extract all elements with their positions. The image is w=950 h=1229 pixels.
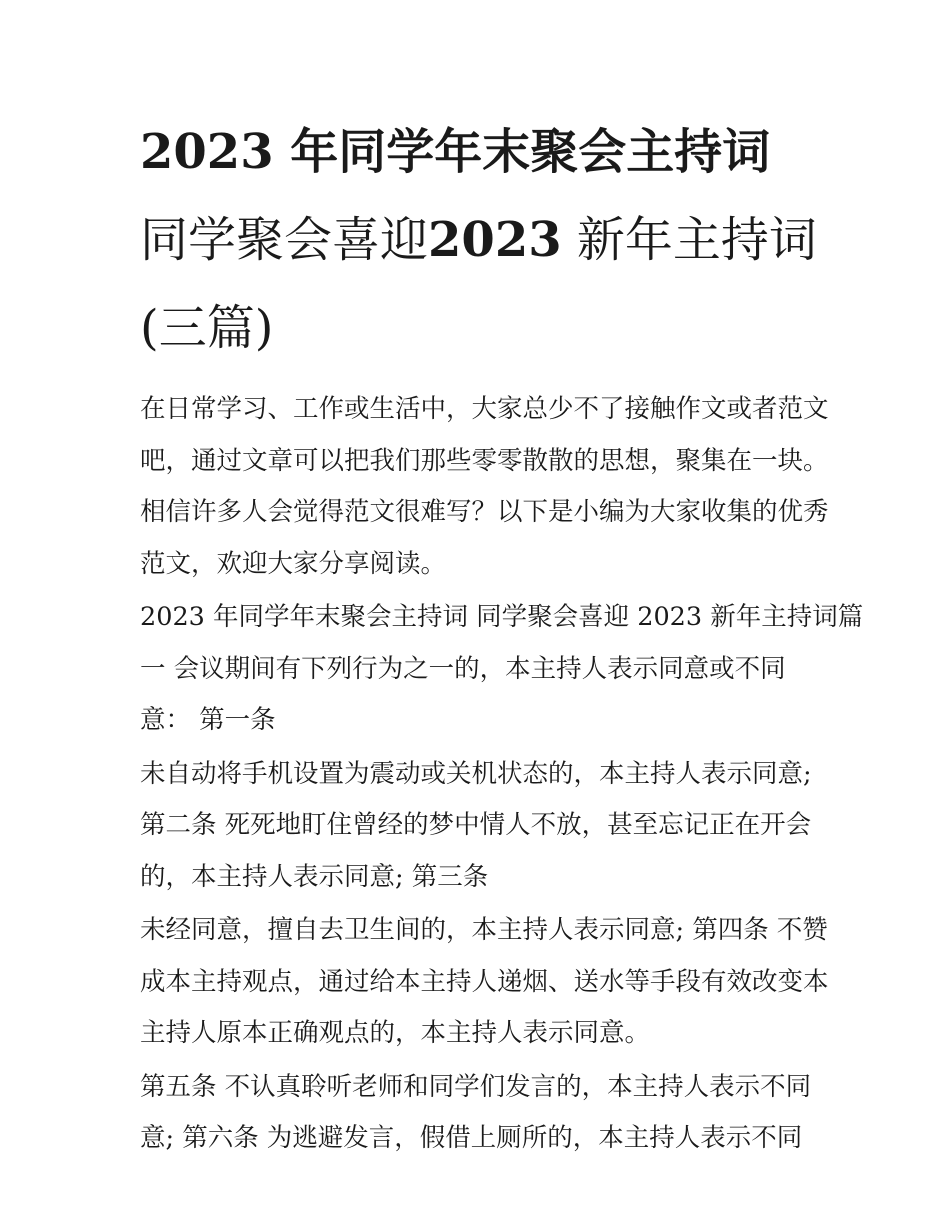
text-line: 的，本主持人表示同意; 第三条 xyxy=(140,861,489,892)
intro-paragraph xyxy=(140,384,830,590)
text-line: 意： 第一条 xyxy=(140,705,276,735)
document-page xyxy=(140,108,864,1167)
text-line: 相信许多人会觉得范文很难写？以下是小编为大家收集的优秀 xyxy=(140,497,829,527)
text-line: 范文，欢迎大家分享阅读。 xyxy=(140,548,447,579)
title-text: (三篇) xyxy=(140,300,274,356)
title-text: 年同学年末聚会主持词 xyxy=(273,124,771,180)
text-line: 2023 年同学年末聚会主持词 同学聚会喜迎 2023 新年主持词篇 xyxy=(140,602,864,632)
title-year: 2023 xyxy=(428,212,562,268)
text-line: 第五条 不认真聆听老师和同学们发言的，本主持人表示不同 xyxy=(140,1071,812,1102)
title-line-1 xyxy=(140,108,830,196)
body-paragraph xyxy=(140,1062,830,1165)
text-line: 吧，通过文章可以把我们那些零零散散的思想，聚集在一块。 xyxy=(140,445,829,476)
title-text: 同学聚会喜迎 xyxy=(140,212,429,268)
body-paragraph xyxy=(140,905,830,1060)
text-line: 第二条 死死地盯住曾经的梦中情人不放，甚至忘记正在开会 xyxy=(140,810,812,840)
title-line-3 xyxy=(140,284,830,372)
text-line: 一 会议期间有下列行为之一的，本主持人表示同意或不同 xyxy=(140,653,786,684)
text-line: 在日常学习、工作或生活中，大家总少不了接触作文或者范文 xyxy=(140,394,829,424)
text-line: 成本主持观点，通过给本主持人递烟、送水等手段有效改变本 xyxy=(140,966,829,997)
text-line: 意; 第六条 为逃避发言，假借上厕所的，本主持人表示不同 xyxy=(140,1123,803,1153)
text-line: 主持人原本正确观点的，本主持人表示同意。 xyxy=(140,1018,651,1048)
document-title xyxy=(140,108,830,372)
text-line: 未经同意，擅自去卫生间的，本主持人表示同意; 第四条 不赞 xyxy=(140,915,828,945)
body-paragraph xyxy=(140,749,830,904)
title-year: 2023 xyxy=(140,124,274,180)
title-line-2 xyxy=(140,196,830,284)
title-text: 新年主持词 xyxy=(561,212,817,268)
text-line: 未自动将手机设置为震动或关机状态的，本主持人表示同意; xyxy=(140,758,812,789)
body-paragraph xyxy=(140,592,864,747)
